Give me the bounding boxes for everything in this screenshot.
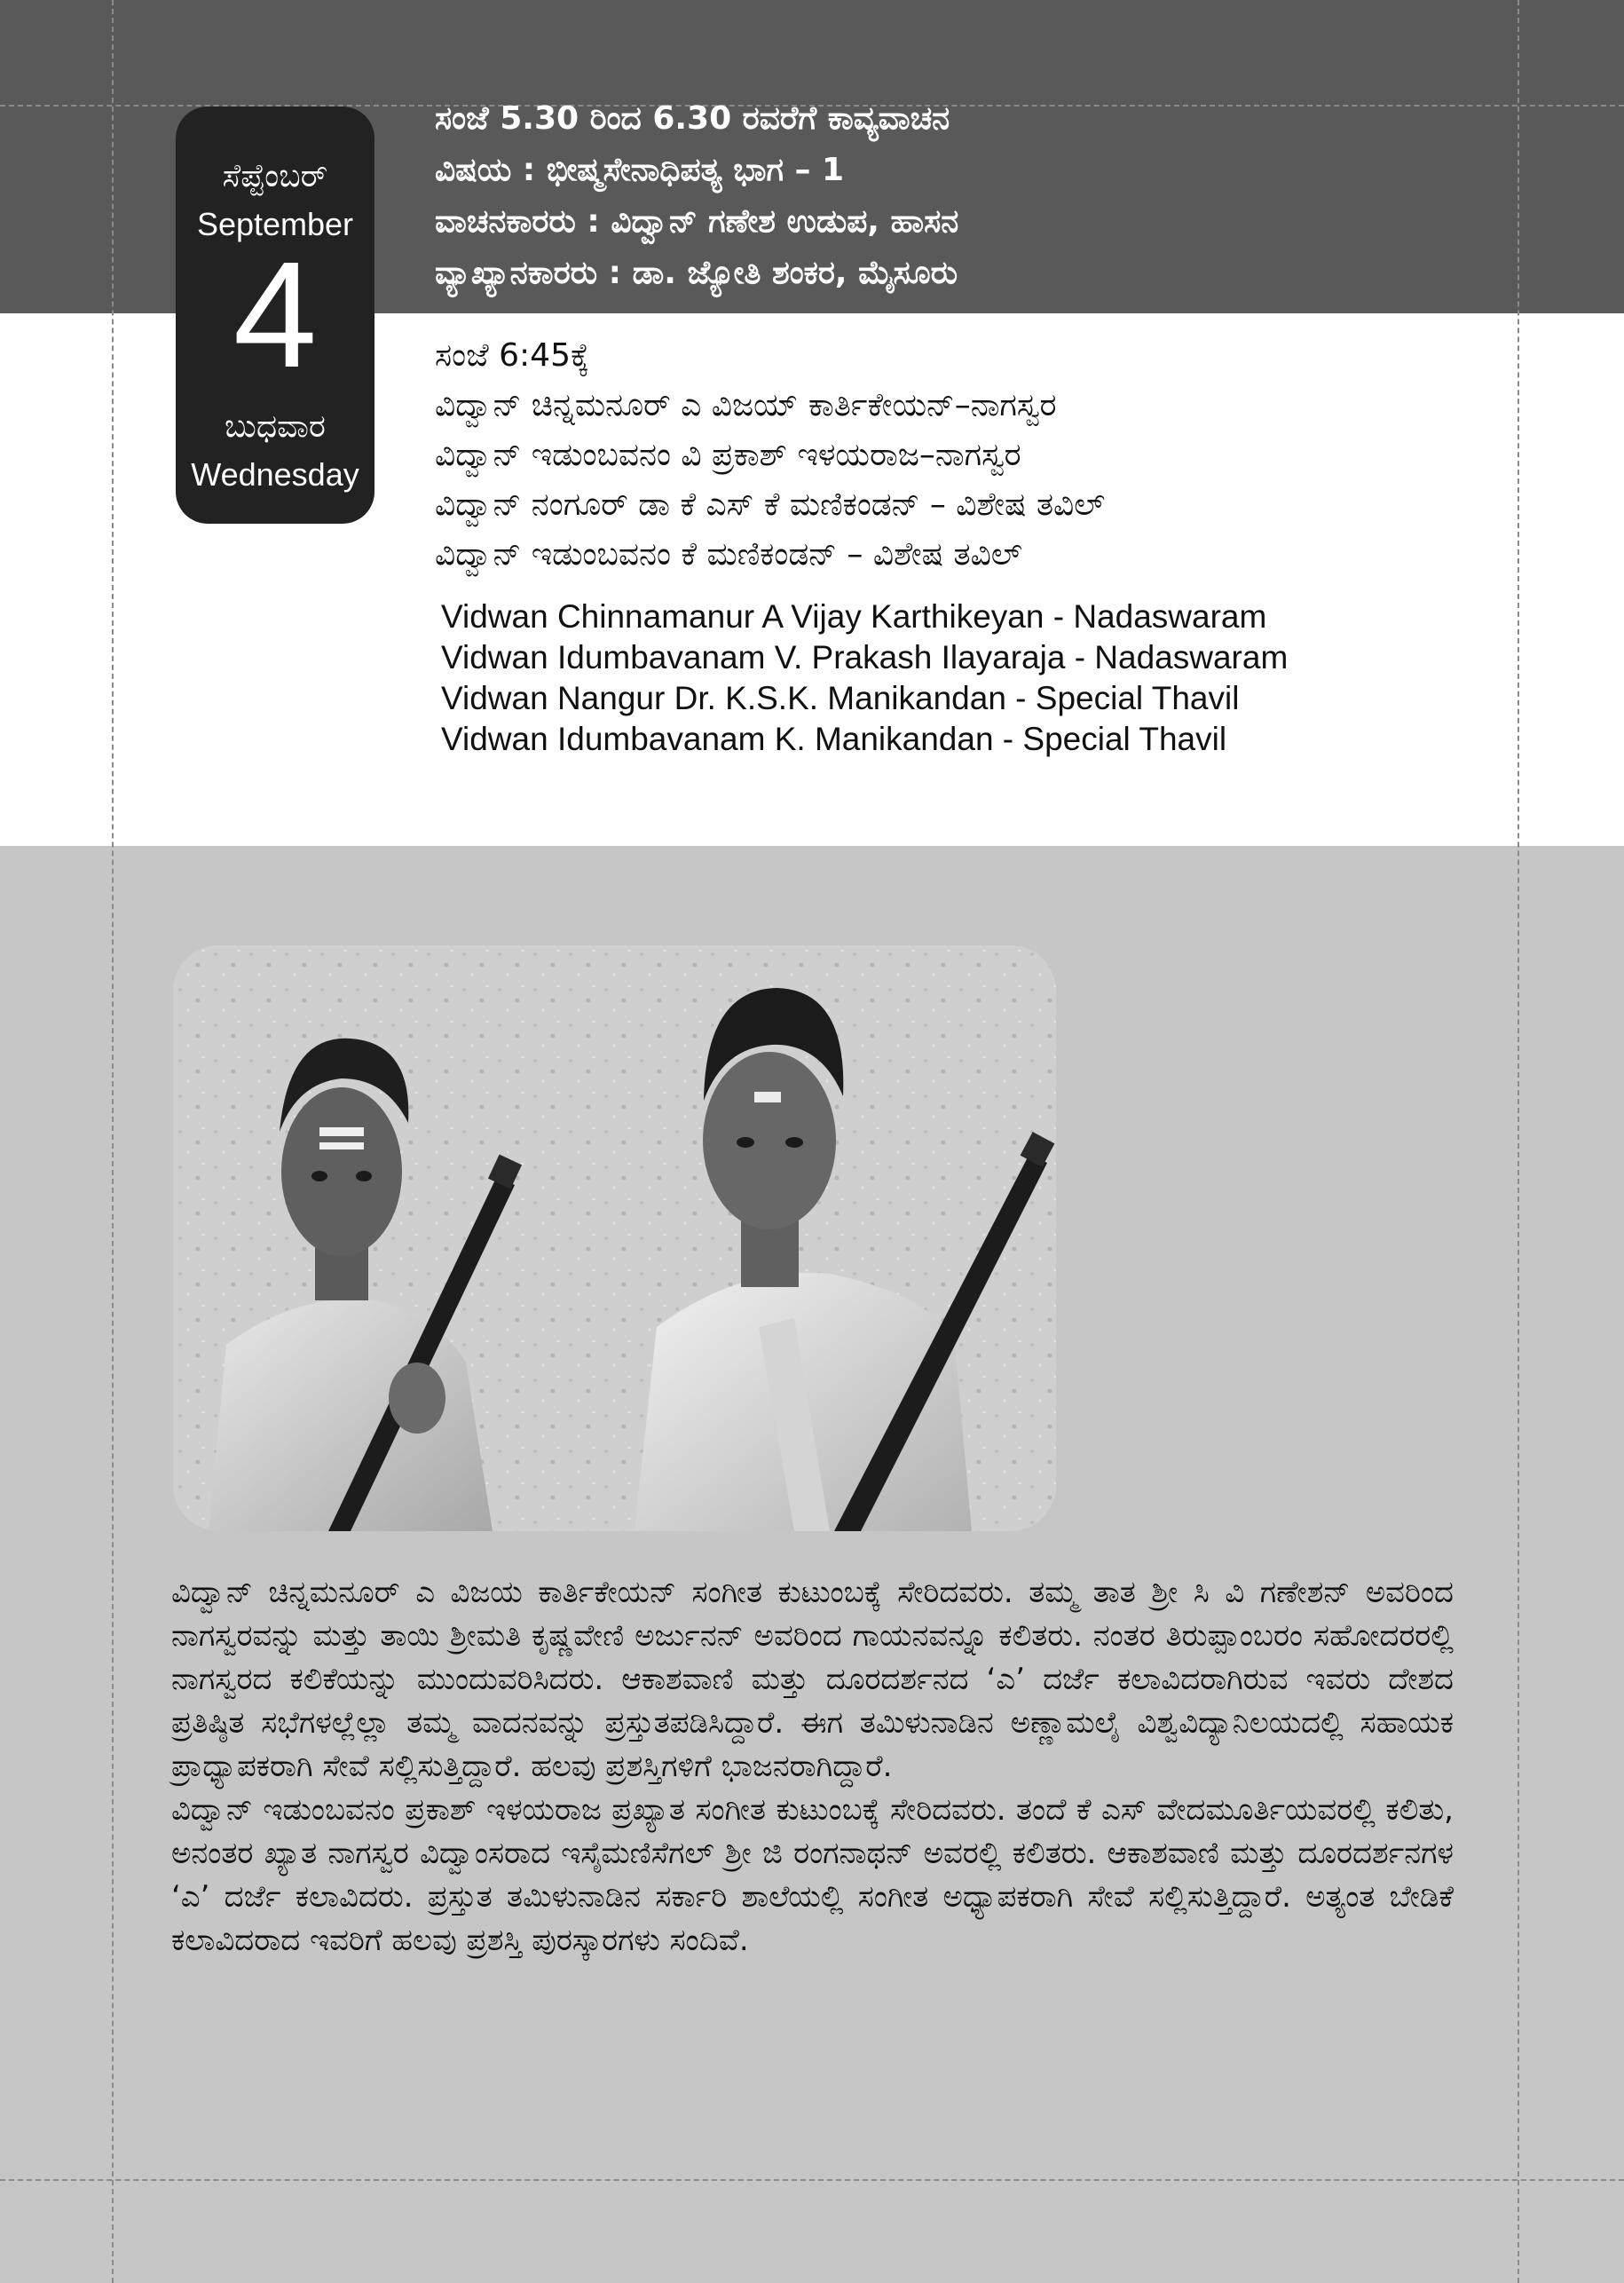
artist-line-kn: ವಿದ್ವಾನ್ ಚಿನ್ನಮನೂರ್ ಎ ವಿಜಯ್ ಕಾರ್ತಿಕೇಯನ್–ನಾಗಸ್ವರ bbox=[435, 387, 1057, 423]
program-topic-line: ವಿಷಯ : ಭೀಷ್ಮಸೇನಾಧಿಪತ್ಯ ಭಾಗ – 1 bbox=[435, 152, 845, 188]
program-time-line: ಸಂಜೆ 5.30 ರಿಂದ 6.30 ರವರೆಗೆ ಕಾವ್ಯವಾಚನ bbox=[435, 100, 950, 137]
date-badge bbox=[176, 107, 374, 524]
month-english: September bbox=[196, 206, 354, 242]
artists-photo bbox=[173, 945, 1056, 1531]
trim-guide-left bbox=[112, 0, 114, 2283]
artist-line-en: Vidwan Idumbavanam V. Prakash Ilayaraja - Nadaswaram bbox=[441, 639, 1289, 675]
artist-line-en: Vidwan Idumbavanam K. Manikandan - Special Thavil bbox=[441, 721, 1227, 757]
nadaswaram-program-kannada bbox=[435, 331, 1544, 580]
weekday-english: Wednesday bbox=[191, 456, 359, 493]
program-reciter-line: ವಾಚನಕಾರರು : ವಿದ್ವಾನ್ ಗಣೇಶ ಉಡುಪ, ಹಾಸನ bbox=[435, 203, 959, 240]
month-kannada: ಸೆಪ್ಟೆಂಬರ್ bbox=[222, 158, 328, 194]
artists-english bbox=[441, 596, 1550, 760]
bio-paragraph-vijay-karthikeyan: ವಿದ್ವಾನ್ ಚಿನ್ನಮನೂರ್ ಎ ವಿಜಯ ಕಾರ್ತಿಕೇಯನ್ ಸಂಗೀತ ಕುಟುಂಬಕ್ಕೆ ಸೇರಿದವರು. ತಮ್ಮ ತಾತ ಶ್ರೀ ಸಿ ವಿ ಗಣೇಶನ್ ಅವರಿಂದ ನಾಗಸ್ವರವನ್ನು ಮತ್ತು ತಾಯಿ ಶ್ರೀಮತಿ ಕೃಷ್ಣವೇಣಿ ಅರ್ಜುನನ್ ಅವರಿಂದ ಗಾಯನವನ್ನೂ ಕಲಿತರು. ನಂತರ ತಿರುಪ್ಪಾಂಬರಂ ಸಹೋದರರಲ್ಲಿ ನಾಗಸ್ವರದ ಕಲಿಕೆಯನ್ನು ಮುಂದುವರಿಸಿದರು. ಆಕಾಶವಾಣಿ ಮತ್ತು ದೂರದರ್ಶನದ ‘ಎ’ ದರ್ಜೆ ಕಲಾವಿದರಾಗಿರುವ ಇವರು ದೇಶದ ಪ್ರತಿಷ್ಠಿತ ಸಭೆಗಳಲ್ಲೆಲ್ಲಾ ತಮ್ಮ ವಾದನವನ್ನು ಪ್ರಸ್ತುತಪಡಿಸಿದ್ದಾರೆ. ಈಗ ತಮಿಳುನಾಡಿನ ಅಣ್ಣಾಮಲೈ ವಿಶ್ವವಿದ್ಯಾನಿಲಯದಲ್ಲಿ ಸಹಾಯಕ ಪ್ರಾಧ್ಯಾಪಕರಾಗಿ ಸೇವೆ ಸಲ್ಲಿಸುತ್ತಿದ್ದಾರೆ. ಹಲವು ಪ್ರಶಸ್ತಿಗಳಿಗೆ ಭಾಜನರಾಗಿದ್ದಾರೆ. bbox=[171, 1575, 1454, 1784]
artist-line-kn: ವಿದ್ವಾನ್ ಇಡುಂಬವನಂ ವಿ ಪ್ರಕಾಶ್ ಇಳಯರಾಜ–ನಾಗಸ್ವರ bbox=[435, 437, 1021, 473]
program-commentator-line: ವ್ಯಾಖ್ಯಾನಕಾರರು : ಡಾ. ಜ್ಯೋತಿ ಶಂಕರ, ಮೈಸೂರು bbox=[435, 255, 958, 291]
artist-biographies bbox=[171, 1571, 1454, 1963]
kavya-vachana-program bbox=[435, 93, 1500, 299]
concert-time-line: ಸಂಜೆ 6:45ಕ್ಕೆ bbox=[435, 337, 590, 374]
day-number: 4 bbox=[233, 231, 318, 399]
bio-paragraph-prakash-ilayaraja: ವಿದ್ವಾನ್ ಇಡುಂಬವನಂ ಪ್ರಕಾಶ್ ಇಳಯರಾಜ ಪ್ರಖ್ಯಾತ ಸಂಗೀತ ಕುಟುಂಬಕ್ಕೆ ಸೇರಿದವರು. ತಂದೆ ಕೆ ಎಸ್ ವೇದಮೂರ್ತಿಯವರಲ್ಲಿ ಕಲಿತು, ಅನಂತರ ಖ್ಯಾತ ನಾಗಸ್ವರ ವಿದ್ವಾಂಸರಾದ ಇಸೈಮಣಿಸೆಗಲ್ ಶ್ರೀ ಜಿ ರಂಗನಾಥನ್ ಅವರಲ್ಲಿ ಕಲಿತರು. ಆಕಾಶವಾಣಿ ಮತ್ತು ದೂರದರ್ಶನಗಳ ‘ಎ’ ದರ್ಜೆ ಕಲಾವಿದರು. ಪ್ರಸ್ತುತ ತಮಿಳುನಾಡಿನ ಸರ್ಕಾರಿ ಶಾಲೆಯಲ್ಲಿ ಸಂಗೀತ ಅಧ್ಯಾಪಕರಾಗಿ ಸೇವೆ ಸಲ್ಲಿಸುತ್ತಿದ್ದಾರೆ. ಅತ್ಯಂತ ಬೇಡಿಕೆ ಕಲಾವಿದರಾದ ಇವರಿಗೆ ಹಲವು ಪ್ರಶಸ್ತಿ ಪುರಸ್ಕಾರಗಳು ಸಂದಿವೆ. bbox=[171, 1792, 1454, 1958]
trim-guide-bottom bbox=[0, 2179, 1624, 2181]
artist-line-kn: ವಿದ್ವಾನ್ ಇಡುಂಬವನಂ ಕೆ ಮಣಿಕಂಡನ್ – ವಿಶೇಷ ತವಿಲ್ bbox=[435, 536, 1022, 573]
artist-line-kn: ವಿದ್ವಾನ್ ನಂಗೂರ್ ಡಾ ಕೆ ಎಸ್ ಕೆ ಮಣಿಕಂಡನ್ – ವಿಶೇಷ ತವಿಲ್ bbox=[435, 486, 1106, 523]
artist-line-en: Vidwan Nangur Dr. K.S.K. Manikandan - Special Thavil bbox=[441, 680, 1240, 716]
artist-line-en: Vidwan Chinnamanur A Vijay Karthikeyan - Nadaswaram bbox=[441, 598, 1267, 635]
weekday-kannada: ಬುಧವಾರ bbox=[225, 408, 326, 445]
